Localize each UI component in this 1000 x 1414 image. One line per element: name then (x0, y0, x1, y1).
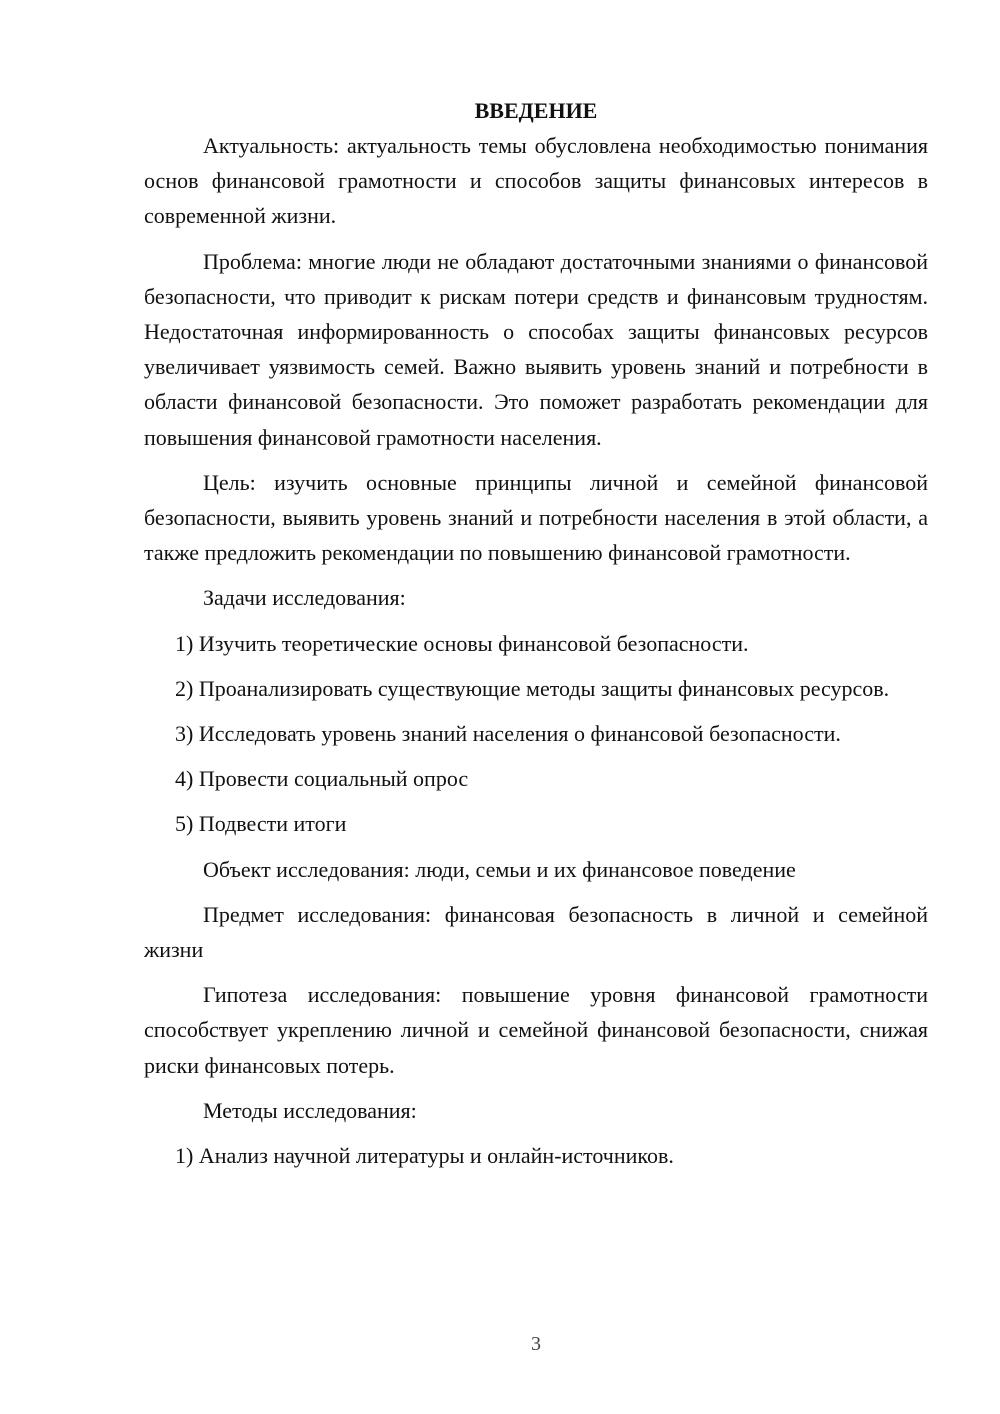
task-item-1: 1) Изучить теоретические основы финансовой безопасности. (175, 630, 749, 656)
hypothesis-paragraph: Гипотеза исследования: повышение уровня финансовой грамотности способствует укреплению личной и семейной финансовой безопасности, снижая риски финансовых потерь. (144, 982, 928, 1078)
task-item-5: 5) Подвести итоги (175, 811, 347, 837)
goal-paragraph: Цель: изучить основные принципы личной и семейной финансовой безопасности, выявить уровень знаний и потребности населения в этой области, а также предложить рекомендации по повышению финансовой грамотности. (144, 469, 928, 566)
task-item-2: 2) Проанализировать существующие методы защиты финансовых ресурсов. (175, 675, 890, 701)
object-paragraph: Объект исследования: люди, семьи и их финансовое поведение (203, 856, 796, 882)
relevance-paragraph: Актуальность: актуальность темы обусловлена необходимостью понимания основ финансовой грамотности и способов защиты финансовых интересов в современной жизни. (144, 133, 928, 229)
task-item-3: 3) Исследовать уровень знаний населения о финансовой безопасности. (175, 721, 841, 747)
section-title: ВВЕДЕНИЕ (474, 98, 598, 123)
tasks-heading: Задачи исследования: (203, 585, 406, 611)
page-content (144, 93, 928, 1183)
task-item-4: 4) Провести социальный опрос (175, 766, 469, 792)
subject-paragraph: Предмет исследования: финансовая безопасность в личной и семейной жизни (144, 901, 928, 963)
problem-paragraph: Проблема: многие люди не обладают достаточными знаниями о финансовой безопасности, что приводит к рискам потери средств и финансовым трудностям. Недостаточная информированность о способах защиты финансовых ресурсов увеличивает уязвимость семей. Важно выявить уровень знаний и потребности в области финансовой безопасности. Это поможет разработать рекомендации для повышения финансовой грамотности населения. (144, 248, 928, 450)
methods-heading: Методы исследования: (203, 1097, 417, 1123)
page-number: 3 (531, 1333, 541, 1355)
method-item-1: 1) Анализ научной литературы и онлайн-источников. (175, 1143, 674, 1169)
